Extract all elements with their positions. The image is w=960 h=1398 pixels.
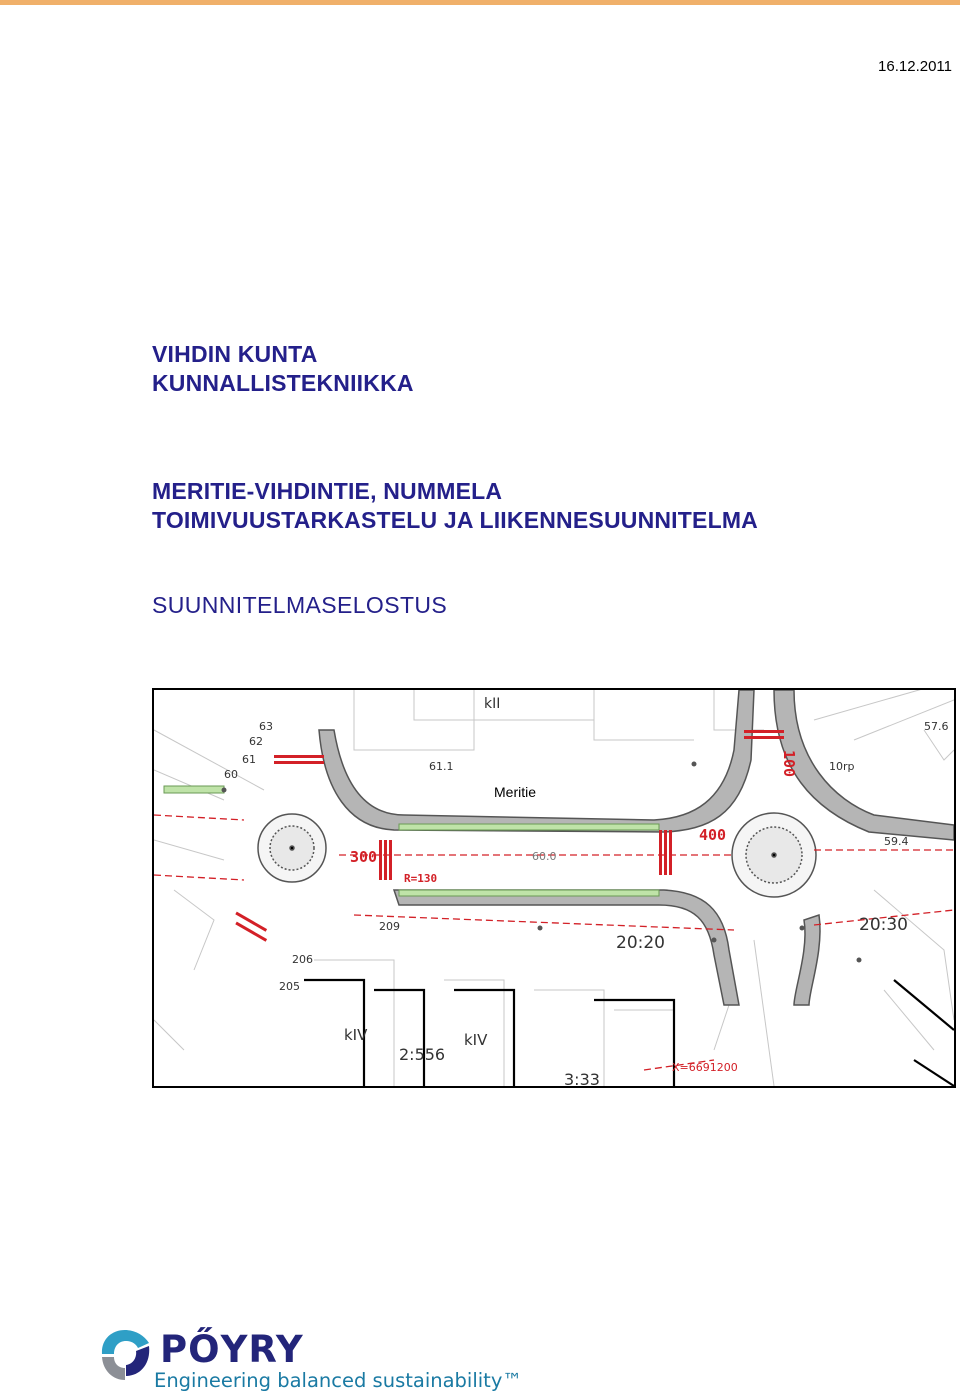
project-title: TOIMIVUUSTARKASTELU JA LIIKENNESUUNNITELMA [152,507,758,533]
plan-annotation: 63 [259,720,273,733]
plan-annotation: 3:33 [564,1070,600,1086]
plan-annotation: 20:20 [616,933,665,953]
roundabout-left [258,814,326,882]
plan-annotation: 61.1 [429,760,454,773]
building-outlines [304,980,954,1086]
plan-annotation: 62 [249,735,263,748]
plan-annotation: kII [484,696,501,712]
plan-annotation: 10rp [829,760,855,773]
header-rule [0,0,960,5]
dimension-label: R=130 [404,872,438,885]
swirl-logo-icon [96,1326,154,1384]
plan-annotation: 209 [379,920,400,933]
plan-drawing [152,688,956,1088]
roundabout-right [732,813,816,897]
logo-wordmark: PŐYRY [160,1328,304,1371]
project-location: MERITIE-VIHDINTIE, NUMMELA [152,478,503,504]
plan-annotation: 60.0 [532,850,557,863]
dimension-label: 400 [699,826,727,844]
project-heading [152,477,758,535]
plan-annotation: X=6691200 [672,1061,738,1074]
logo-tagline: Engineering balanced sustainability™ [154,1369,522,1392]
company-logo [96,1326,522,1396]
street-label-tag [489,782,551,802]
plan-annotation: 59.4 [884,835,909,848]
plan-annotation: 206 [292,953,313,966]
plan-annotation: 61 [242,753,256,766]
organization-name: VIHDIN KUNTA [152,341,318,367]
document-date: 16.12.2011 [878,58,952,75]
dimension-label: 300 [350,848,378,866]
plan-annotation: 57.6 [924,720,949,733]
plan-annotation: kIV [344,1026,368,1044]
plan-annotation: 205 [279,980,300,993]
plan-svg [154,690,954,1086]
plan-annotation: 20:30 [859,915,908,935]
plan-annotation: 2:556 [399,1045,446,1064]
report-type: SUUNNITELMASELOSTUS [152,592,448,618]
organization-heading [152,340,414,398]
background-linework [154,690,954,1086]
dimension-label: 100 [780,750,798,778]
organization-department: KUNNALLISTEKNIIKKA [152,370,414,396]
plan-annotation: 60 [224,768,238,781]
plan-annotation: kIV [464,1031,488,1049]
street-label: Meritie [494,784,537,800]
